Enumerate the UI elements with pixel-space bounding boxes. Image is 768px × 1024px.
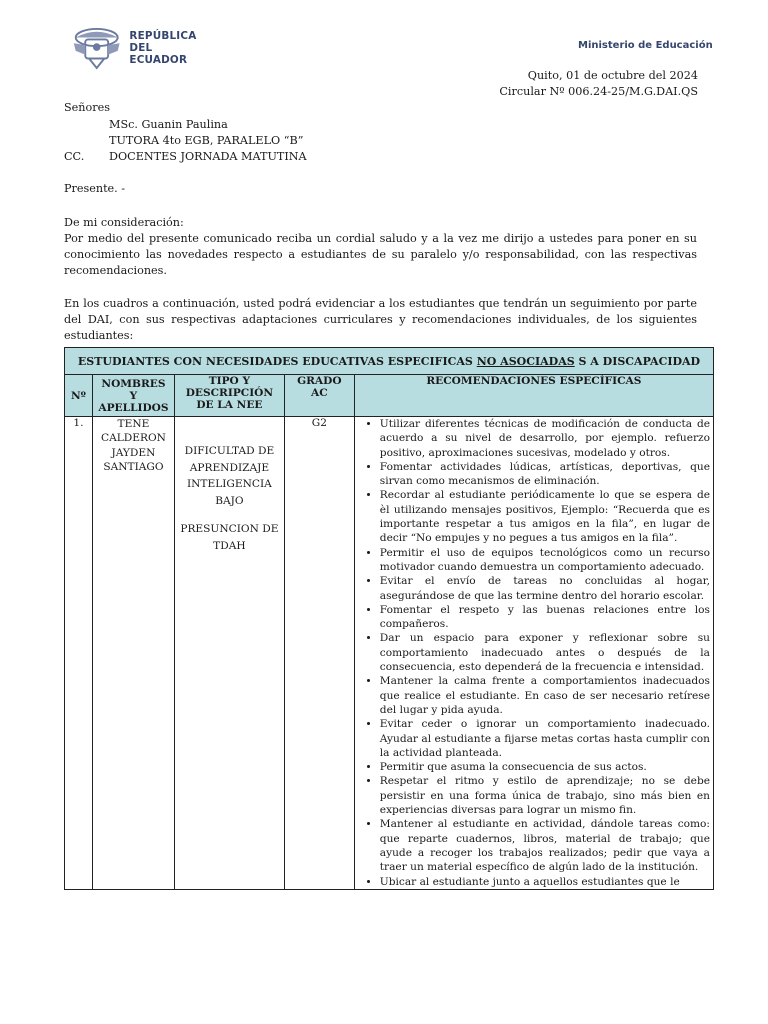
grade-ac: G2 (284, 417, 354, 890)
republica-ecuador-logo (70, 22, 210, 74)
table-row (65, 417, 714, 890)
recommendation-item: • Utilizar diferentes técnicas de modificación de conducta de acuerdo a su nivel de desarrollo, por ejemplo. refuerzo positivo, aproximaciones sucesivas, modelado y otros. (380, 417, 710, 460)
nee-type-secondary: PRESUNCION DE TDAH (180, 523, 279, 552)
nee-description (174, 417, 284, 890)
row-number: 1. (65, 417, 93, 890)
students-paragraph: En los cuadros a continuación, usted podrá evidenciar a los estudiantes que tendrán un seguimiento por parte del DAI, con sus respectivas adaptaciones curriculares y recomendaciones individuales, de los siguientes estudiantes: (64, 297, 697, 342)
recommendation-item: • Evitar el envío de tareas no concluidas al hogar, asegurándose de que las termine dentro del horario escolar. (380, 574, 710, 603)
logo-line-1: REPÚBLICA (129, 30, 197, 42)
circular-number: Circular Nº 006.24-25/M.G.DAI.QS (499, 85, 698, 98)
col-header-type: TIPO Y DESCRIPCIÓN DE LA NEE (174, 375, 284, 417)
table-title-part-1: ESTUDIANTES CON NECESIDADES EDUCATIVAS ESPECIFICAS (77, 354, 477, 368)
recommendation-item: • Permitir el uso de equipos tecnológicos como un recurso motivador cuando demuestra un comportamiento adecuado. (380, 546, 710, 575)
logo-text (129, 30, 210, 66)
table-title-part-3: S A DISCAPACIDAD (574, 354, 701, 368)
col-header-grade: GRADO AC (284, 375, 354, 417)
student-name: TENE CALDERON JAYDEN SANTIAGO (92, 417, 174, 890)
recommendation-item: • Mantener la calma frente a comportamientos inadecuados que realice el estudiante. En caso de ser necesario retírese del lugar y pida ayuda. (380, 674, 710, 717)
ministry-name: Ministerio de Educación (578, 40, 713, 51)
recommendation-item: • Respetar el ritmo y estilo de aprendizaje; no se debe persistir en una forma única de trabajo, sino más bien en experiencias diversas para lograr un mismo fin. (380, 774, 710, 817)
cc-value: DOCENTES JORNADA MATUTINA (109, 150, 307, 163)
table-title (65, 348, 714, 375)
recommendation-item: • Mantener al estudiante en actividad, dándole tareas como: que reparte cuadernos, libros, material de trabajo; que ayude a recoger los trabajos realizados; pedir que vaya a traer un material específico de algún lado de la institución. (380, 817, 710, 874)
recommendation-item: • Evitar ceder o ignorar un comportamiento inadecuado. Ayudar al estudiante a fijarse metas cortas hasta cumplir con la actividad planteada. (380, 717, 710, 760)
recommendations-cell (354, 417, 713, 890)
cc-label: CC. (64, 150, 85, 163)
recommendation-item: • Recordar al estudiante periódicamente lo que se espera de èl utilizando mensajes positivos, Ejemplo: “Recuerda que es importante respetar a tus amigos en la fila”, en lugar de decir “No empujes y no pegues a tus amigos en la fila”. (380, 488, 710, 545)
logo-line-2: DEL ECUADOR (129, 42, 188, 66)
recommendation-item: • Permitir que asuma la consecuencia de sus actos. (380, 760, 710, 774)
salutation: Señores (64, 101, 110, 114)
table-title-part-2: NO ASOCIADAS (476, 354, 575, 368)
recipient-role: TUTORA 4to EGB, PARALELO “B” (109, 134, 304, 147)
col-header-names: NOMBRES Y APELLIDOS (92, 375, 174, 417)
col-header-recommendations: RECOMENDACIONES ESPECÍFICAS (354, 375, 713, 417)
col-header-number: Nº (65, 375, 93, 417)
greeting: De mi consideración: (64, 216, 184, 229)
coat-of-arms-icon (70, 23, 123, 73)
recommendation-item: • Fomentar actividades lúdicas, artísticas, deportivas, que sirvan como mecanismos de eliminación. (380, 460, 710, 489)
recommendation-item: • Fomentar el respeto y las buenas relaciones entre los compañeros. (380, 603, 710, 632)
table-header-row (65, 375, 714, 417)
table-title-row (65, 348, 714, 375)
recipient-name: MSc. Guanin Paulina (109, 118, 228, 131)
presente: Presente. - (64, 182, 126, 195)
intro-paragraph: Por medio del presente comunicado reciba un cordial saludo y a la vez me dirijo a ustedes para poner en su conocimiento las novedades respecto a estudiantes de su paralelo y/o responsabilidad, con las respectivas recomendaciones. (64, 232, 697, 277)
nee-students-table (64, 347, 714, 890)
recommendation-item: • Ubicar al estudiante junto a aquellos estudiantes que le (380, 875, 710, 889)
recommendations-list (358, 417, 710, 889)
date-line: Quito, 01 de octubre del 2024 (527, 69, 698, 82)
nee-type-primary: DIFICULTAD DE APRENDIZAJE INTELIGENCIA BAJO (184, 445, 275, 507)
recommendation-item: • Dar un espacio para exponer y reflexionar sobre su comportamiento inadecuado antes o después de la consecuencia, esto dependerá de la frecuencia e intensidad. (380, 631, 710, 674)
